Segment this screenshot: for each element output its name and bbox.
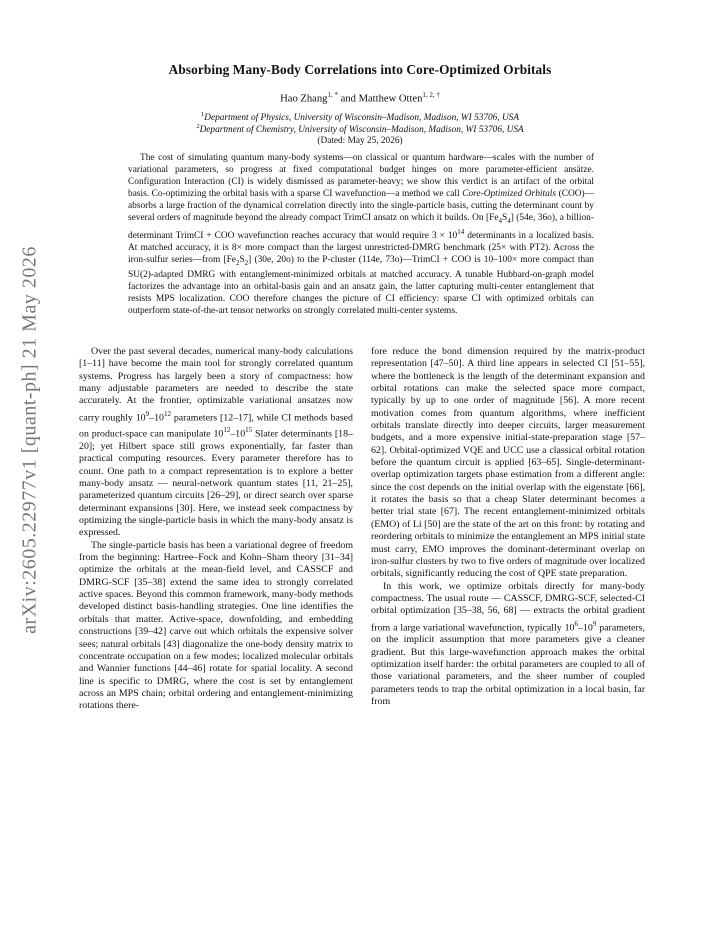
affiliation-mark: 1: [200, 111, 205, 118]
affiliation: [60, 121, 660, 136]
body-column-right: [371, 346, 645, 708]
body-column-left: [79, 346, 353, 713]
date-line: (Dated: May 25, 2026): [317, 136, 403, 146]
paper-title: Absorbing Many-Body Correlations into Core-Optimized Orbitals: [168, 62, 552, 77]
body-paragraph: The single-particle basis has been a variational degree of freedom from the beginning: Hartree–Fock and Kohn–Sham theory [31–34] optimize the orbitals at the mean-field level, and CASSCF and DMRG-SCF [35–38] extend the same idea to strongly correlated active spaces. Beyond this common framework, many-body methods developed distinct basis-handling strategies. One line identifies the orbitals that matter. Active-space, downfolding, and embedding constructions [39–42] carve out which orbitals the expensive solver sees; natural orbitals [43] diagonalize the one-body density matrix to concentrate occupation on a few modes; localized molecular orbitals and Wannier functions [44–46] rotate for spatial locality. A second line is specific to DMRG, where the cost is set by entanglement across an MPS chain; orbital ordering and entanglement-minimizing rotations there-: [79, 539, 353, 712]
body-paragraph: fore reduce the bond dimension required by the matrix-product representation [47–50]. A third line appears in selected CI [51–55], where the bottleneck is the length of the determinant expansion and orbital rotations can make the selected space more compact, typically by up to one order of magnitude [56]. A more recent motivation comes from quantum algorithms, where inefficient orbitals translate directly into deeper circuits, larger measurement budgets, and a more expensive initial-state-preparation stage [57–62]. Orbital-optimized VQE and UCC use a classical orbital rotation before the quantum circuit is applied [63–65]. Single-determinant-overlap optimization targets phase estimation from a different angle: since the cost depends on the initial overlap with the eigenstate [66], it rotates the basis so that a cheap Slater determinant becomes a better trial state [67]. The recent entanglement-minimized orbitals (EMO) of Li [50] are the state of the art on this front: by rotating and reordering orbitals to minimize the entanglement an MPS initial state must carry, EMO improves the dominant-determinant overlap on iron-sulfur clusters by two to five orders of magnitude over localized orbitals, significantly reducing the cost of QPE state preparation.: [371, 346, 645, 580]
affiliation-text: Department of Physics, University of Wisconsin–Madison, Madison, WI 53706, USA: [204, 113, 520, 124]
abstract: The cost of simulating quantum many-body systems—on classical or quantum hardware—scales with the number of variational parameters, so progress at fixed computational budget hinges on more parameter-efficient ansätze. Configuration Interaction (CI) is widely dismissed as parameter-heavy; we show this verdict is an artifact of the orbital basis. Co-optimizing the orbital basis with a sparse CI wavefunction—a method we call Core-Optimized Orbitals (COO)—absorbs a large fraction of the dynamical correlation directly into the single-particle basis, cutting the determinant count by several orders of magnitude beyond the already compact TrimCI ansatz on which it builds. On $[Fe_4S_4]$ (54e, 36o), a billion-determinant TrimCI + COO wavefunction reaches accuracy that would require $3 \times 10^{14}$ determinants in a localized basis. At matched accuracy, it is 8× more compact than the largest unrestricted-DMRG benchmark (25× with PT2). Across the iron-sulfur series—from $[Fe_2S_2]$ (30e, 20o) to the P-cluster (114e, 73o)—TrimCI + COO is 10–100× more compact than SU(2)-adapted DMRG with entanglement-minimized orbitals at matched accuracy. A tunable Hubbard-on-graph model factorizes the advantage into an orbital-basis gain and an ansatz gain, the latter capturing multi-center entanglement that resists MPS localization. COO therefore changes the picture of CI efficiency: sparse CI with optimized orbitals can outperform state-of-the-art tensor networks on strongly correlated multi-center systems.: [128, 153, 594, 316]
author-name: Hao Zhang: [280, 93, 328, 105]
arxiv-sidebar: [0, 0, 60, 932]
body-paragraph: In this work, we optimize orbitals directly for many-body compactness. The usual route — CASSCF, DMRG-SCF, selected-CI orbital optimization [35–38, 56, 68] — extracts the orbital gradient from a large variational wavefunction, typically $10^6-10^9$ parameters, on the implicit assumption that more parameters give a cleaner gradient. But this large-wavefunction approach makes the orbital optimization itself harder: the orbital parameters are coupled to all of those variational parameters, and the sheer number of coupled parameters tends to trap the orbital optimization in a local basin, far from: [371, 580, 645, 707]
author-affiliation-mark: 1, 2, †: [422, 91, 440, 99]
affiliation-mark: 2: [196, 123, 200, 130]
author-name: Matthew Otten: [358, 93, 423, 105]
author-list: [60, 91, 660, 105]
arxiv-identifier: arXiv:2605.22977v1 [quant-ph] 21 May 2026: [18, 246, 41, 634]
affiliation-text: Department of Chemistry, University of Wisconsin–Madison, Madison, WI 53706, USA: [199, 125, 524, 136]
body-paragraph: Over the past several decades, numerical many-body calculations [1–11] have become the main tool for strongly correlated quantum systems. Progress has largely been a story of compactness: how many adjustable parameters are needed to describe the state accurately. At the frontier, optimizable variational ansatzes now carry roughly $10^9-10^{12}$ parameters [12–17], while CI methods based on product-space can manipulate $10^{12}-10^{15}$ Slater determinants [18–20]; yet Hilbert space still grows exponentially, far faster than practical computing resources. Every parameter therefore has to count. One path to a compact representation is to explore a better many-body ansatz — neural-network quantum states [11, 21–25], parameterized quantum circuits [26–29], or direct search over sparse determinant expansions [30]. Here, we instead seek compactness by optimizing the single-particle basis in which the many-body ansatz is expressed.: [79, 346, 353, 539]
author-conjunction: and: [337, 93, 359, 105]
author-affiliation-mark: 1, *: [327, 91, 338, 99]
